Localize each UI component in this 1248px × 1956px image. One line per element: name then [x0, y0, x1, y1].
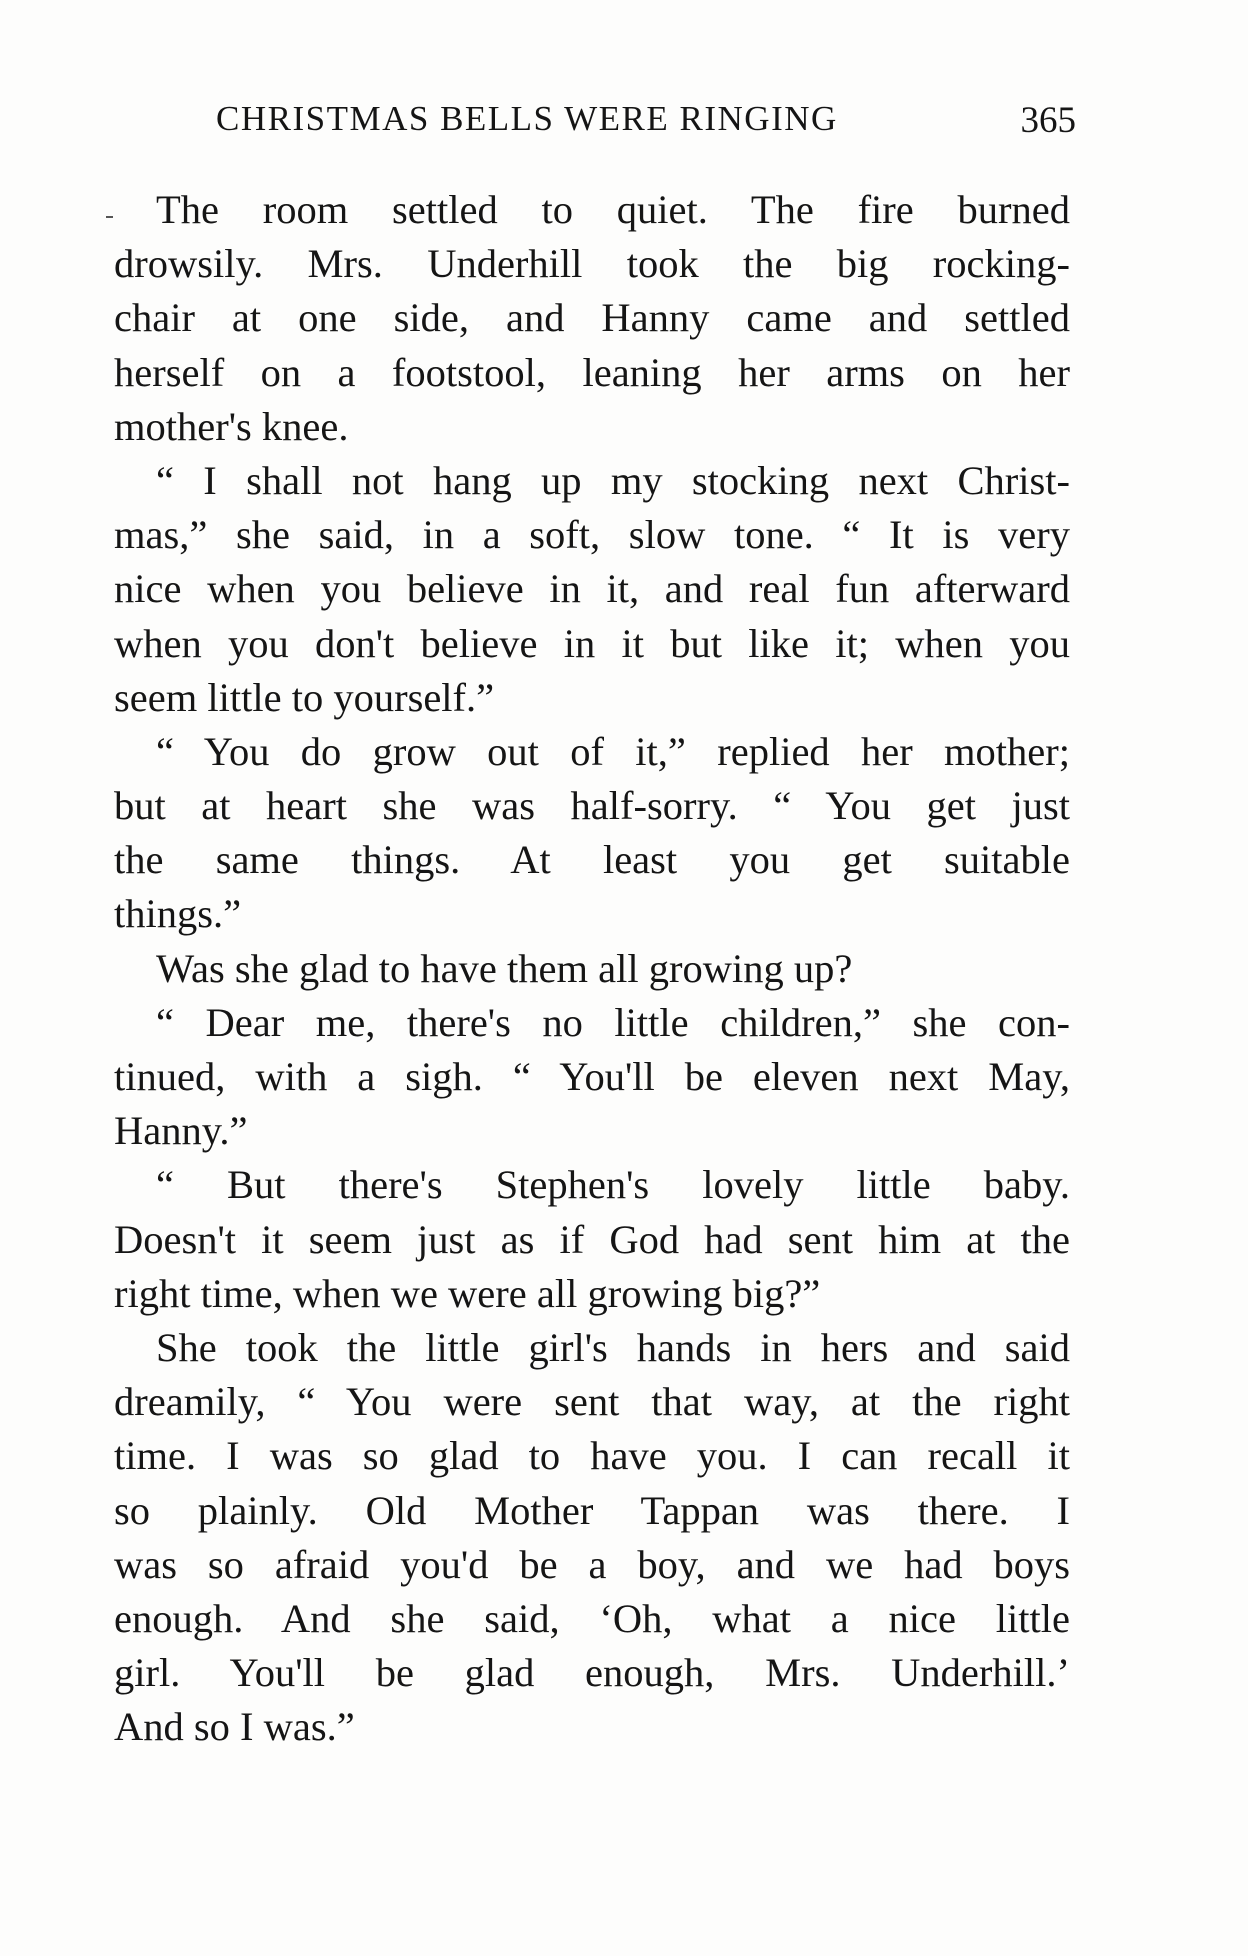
text-line: “ You do grow out of it,” replied her mother; — [156, 728, 1070, 774]
text-line: “ Dear me, there's no little children,” she con- — [156, 999, 1070, 1045]
text-line: things.” — [114, 891, 242, 937]
text-line: dreamily, “ You were sent that way, at the right — [114, 1379, 1070, 1425]
text-line: The room settled to quiet. The fire burned — [156, 187, 1070, 232]
text-line: Doesn't it seem just as if God had sent him at the — [114, 1216, 1070, 1262]
text-line: when you don't believe in it but like it; when you — [114, 620, 1070, 666]
running-head — [216, 94, 1076, 144]
text-line: girl. You'll be glad enough, Mrs. Underhill.’ — [114, 1650, 1070, 1696]
text-line: mother's knee. — [114, 403, 349, 449]
text-line: but at heart she was half-sorry. “ You get just — [114, 783, 1070, 829]
text-line: Hanny.” — [114, 1108, 248, 1154]
text-line: “ But there's Stephen's lovely little baby. — [156, 1162, 1070, 1208]
body-text — [114, 183, 1070, 1754]
text-line: right time, when we were all growing big?” — [114, 1270, 821, 1316]
text-line: time. I was so glad to have you. I can recall it — [114, 1433, 1070, 1479]
text-line: tinued, with a sigh. “ You'll be eleven next May, — [114, 1054, 1070, 1099]
text-line: nice when you believe in it, and real fun afterward — [114, 566, 1070, 612]
text-line: drowsily. Mrs. Underhill took the big rocking- — [114, 241, 1070, 287]
text-line: enough. And she said, ‘Oh, what a nice little — [114, 1595, 1070, 1641]
text-line: Was she glad to have them all growing up? — [156, 945, 853, 991]
text-line: the same things. At least you get suitable — [114, 837, 1070, 883]
text-line: so plainly. Old Mother Tappan was there. I — [114, 1487, 1070, 1533]
text-line: herself on a footstool, leaning her arms on her — [114, 349, 1070, 395]
running-title: CHRISTMAS BELLS WERE RINGING — [216, 99, 838, 138]
text-line: seem little to yourself.” — [114, 674, 495, 720]
text-line: mas,” she said, in a soft, slow tone. “ It is very — [114, 512, 1070, 558]
text-line: And so I was.” — [114, 1704, 355, 1750]
text-line: was so afraid you'd be a boy, and we had boys — [114, 1541, 1070, 1587]
text-line: chair at one side, and Hanny came and settled — [114, 295, 1070, 341]
margin-mark — [106, 216, 113, 218]
text-line: “ I shall not hang up my stocking next Christ- — [156, 457, 1070, 503]
text-line: She took the little girl's hands in hers and said — [156, 1324, 1070, 1370]
page-number: 365 — [1020, 100, 1076, 141]
